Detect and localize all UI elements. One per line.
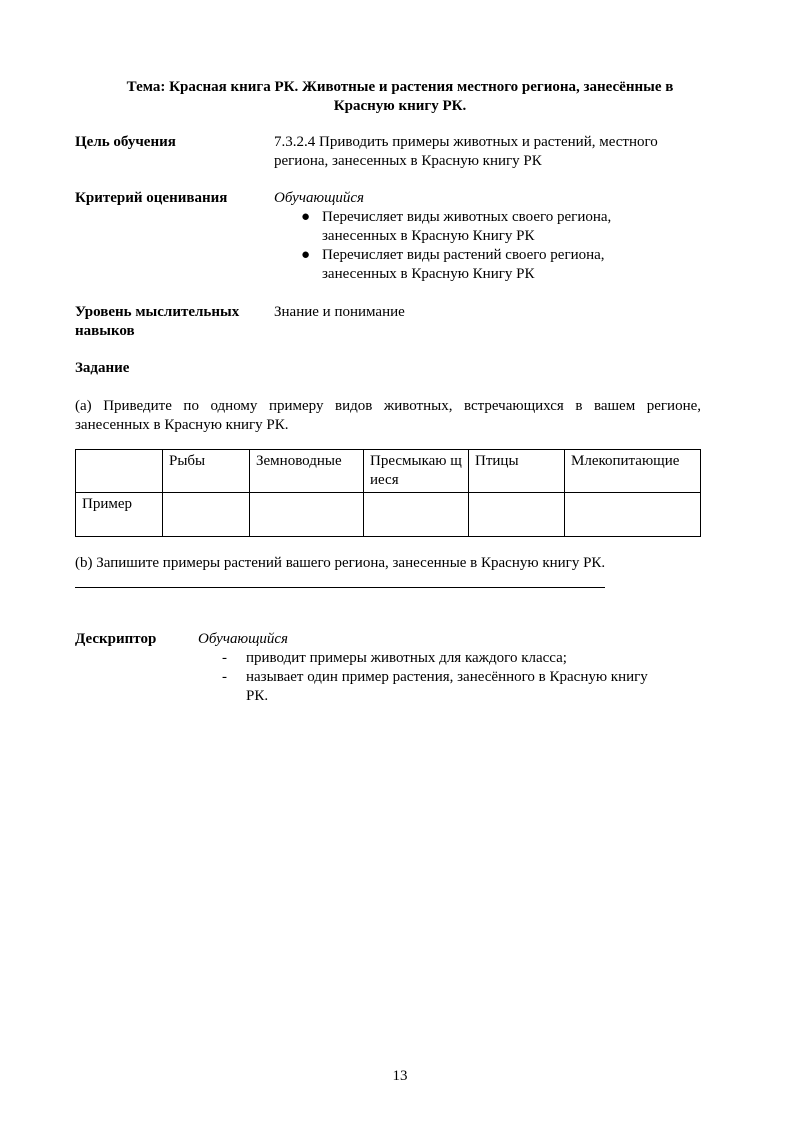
thinking-label-line-1: Уровень мыслительных — [75, 304, 240, 320]
dash-icon: - — [222, 669, 227, 685]
task-part-a-line-2: занесенных в Красную книгу РК. — [75, 417, 289, 433]
criteria-intro: Обучающийся — [274, 190, 365, 206]
task-label: Задание — [75, 360, 130, 376]
criteria-item — [274, 208, 714, 246]
criteria-item-line: занесенных в Красную Книгу РК — [322, 228, 535, 244]
task-part-a-line-1: (a) Приведите по одному примеру видов животных, встречающихся в вашем регионе, — [75, 398, 701, 414]
criteria-value — [274, 189, 714, 284]
objective-line-2: региона, занесенных в Красную книгу РК — [274, 153, 542, 169]
criteria-item-line: занесенных в Красную Книгу РК — [322, 266, 535, 282]
title-line-1: Тема: Красная книга РК. Животные и растения местного региона, занесённые в — [126, 79, 674, 95]
task-part-b: (b) Запишите примеры растений вашего региона, занесенные в Красную книгу РК. — [75, 555, 606, 571]
animals-table — [75, 449, 701, 537]
thinking-label — [75, 303, 265, 341]
descriptor-item-line: РК. — [246, 688, 269, 704]
descriptor-intro: Обучающийся — [198, 631, 289, 647]
thinking-value: Знание и понимание — [274, 304, 405, 320]
descriptor-list — [220, 649, 690, 706]
descriptor-item — [220, 668, 690, 706]
table-header-cell — [76, 450, 163, 493]
table-cell[interactable] — [163, 493, 250, 537]
table-cell[interactable] — [469, 493, 565, 537]
objective-label: Цель обучения — [75, 134, 176, 150]
descriptor-item-line: приводит примеры животных для каждого класса; — [246, 650, 567, 666]
table-header-cell: Рыбы — [163, 450, 250, 493]
table-cell[interactable] — [364, 493, 469, 537]
answer-line[interactable] — [75, 587, 605, 588]
table-header-cell: Млекопитающие — [565, 450, 701, 493]
objective-value — [274, 133, 714, 171]
descriptor-label: Дескриптор — [75, 631, 157, 647]
descriptor-item — [220, 649, 690, 668]
table-row — [76, 493, 701, 537]
criteria-list — [274, 208, 714, 284]
table-header-cell: Пресмыкаю щиеся — [364, 450, 469, 493]
table-cell[interactable] — [565, 493, 701, 537]
page-title — [75, 78, 725, 116]
table-header-row — [76, 450, 701, 493]
bullet-icon: ● — [301, 209, 311, 225]
page-number: 13 — [392, 1068, 408, 1084]
table-row-label: Пример — [76, 493, 163, 537]
criteria-label: Критерий оценивания — [75, 190, 228, 206]
table-cell[interactable] — [250, 493, 364, 537]
criteria-item-line: Перечисляет виды растений своего региона, — [322, 247, 605, 263]
bullet-icon: ● — [301, 247, 311, 263]
title-line-2: Красную книгу РК. — [333, 98, 467, 114]
objective-line-1: 7.3.2.4 Приводить примеры животных и растений, местного — [274, 134, 658, 150]
thinking-label-line-2: навыков — [75, 323, 135, 339]
table-header-cell: Земноводные — [250, 450, 364, 493]
criteria-item-line: Перечисляет виды животных своего региона, — [322, 209, 612, 225]
table-header-cell: Птицы — [469, 450, 565, 493]
descriptor-item-line: называет один пример растения, занесённого в Красную книгу — [246, 669, 648, 685]
criteria-item — [274, 246, 714, 284]
dash-icon: - — [222, 650, 227, 666]
task-part-a — [75, 397, 701, 435]
